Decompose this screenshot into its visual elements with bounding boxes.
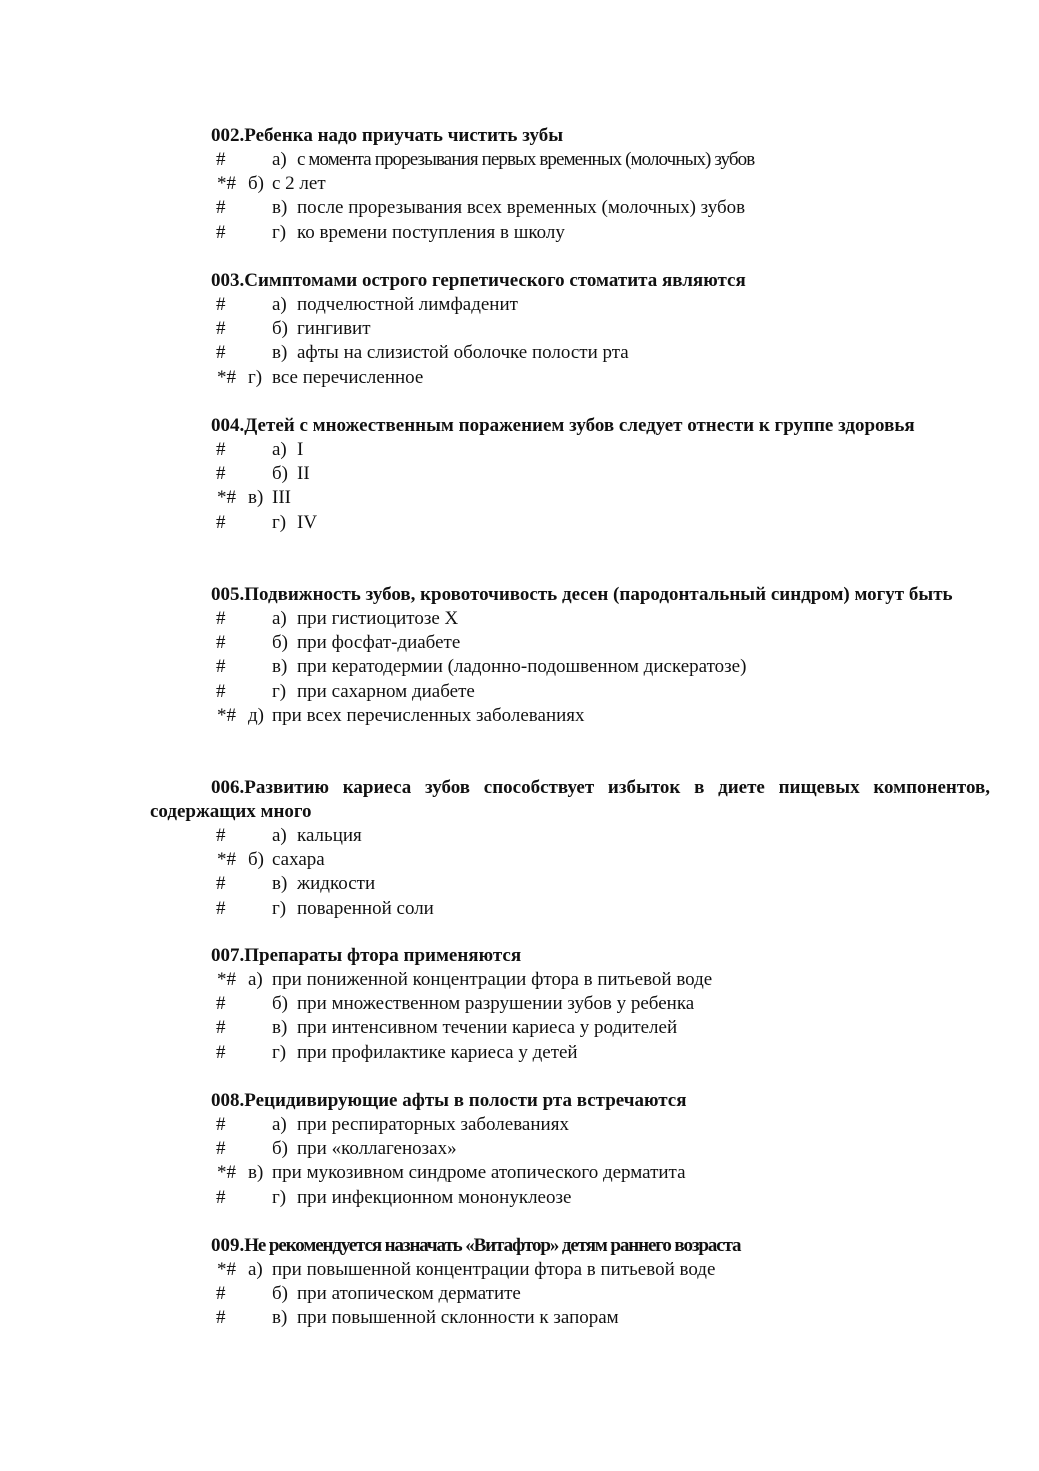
- option-text: при повышенной склонности к запорам: [297, 1307, 619, 1329]
- option-text: ко времени поступления в школу: [297, 221, 565, 243]
- answer-option: [150, 1137, 990, 1161]
- option-text: при респираторных заболеваниях: [297, 1114, 569, 1135]
- option-mark: #: [216, 1307, 226, 1329]
- option-mark: #: [216, 318, 226, 340]
- answer-option: [150, 148, 990, 172]
- question-number: 004.: [211, 415, 245, 436]
- answer-option: [150, 511, 990, 535]
- option-letter: г): [272, 680, 287, 702]
- option-letter: в): [272, 1017, 288, 1039]
- option-text: при «коллагенозах»: [297, 1138, 457, 1160]
- option-letter: г): [272, 511, 287, 533]
- option-letter: а): [272, 825, 287, 846]
- option-mark: #: [216, 342, 226, 364]
- option-letter: г): [272, 897, 287, 919]
- option-letter: в): [272, 656, 288, 678]
- option-letter: б): [248, 173, 264, 195]
- option-letter: б): [272, 1283, 288, 1305]
- option-text: афты на слизистой оболочке полости рта: [297, 342, 629, 364]
- answer-option: [150, 607, 990, 631]
- option-letter: б): [272, 318, 288, 340]
- option-text: при повышенной концентрации фтора в питьевой воде: [272, 1259, 716, 1280]
- option-letter: г): [272, 1041, 287, 1063]
- option-letter: в): [272, 342, 288, 364]
- option-text: поваренной соли: [297, 897, 434, 919]
- option-text: при интенсивном течении кариеса у родителей: [297, 1017, 678, 1039]
- question-006: [150, 776, 990, 921]
- answer-option: [150, 1282, 990, 1306]
- option-text: II: [297, 463, 310, 485]
- option-mark: #: [216, 1283, 226, 1305]
- option-text: при профилактике кариеса у детей: [297, 1041, 578, 1063]
- question-number: 006.: [211, 777, 245, 798]
- answer-option-correct: [150, 1258, 990, 1282]
- option-text: III: [272, 487, 291, 509]
- option-mark: #: [216, 149, 226, 170]
- question-text: Не рекомендуется назначать «Витафтор» детям раннего возраста: [244, 1235, 741, 1256]
- option-mark: *#: [217, 849, 236, 871]
- question-003: [150, 269, 990, 390]
- option-letter: б): [272, 1138, 288, 1160]
- option-letter: в): [248, 1162, 264, 1184]
- option-mark: *#: [217, 366, 236, 388]
- question-text: Подвижность зубов, кровоточивость десен (пародонтальный синдром) могут быть: [244, 584, 953, 605]
- question-title: [150, 414, 990, 438]
- option-mark: #: [216, 463, 226, 485]
- option-mark: #: [216, 1041, 226, 1063]
- option-text: с момента прорезывания первых временных (молочных) зубов: [297, 149, 755, 170]
- option-letter: г): [272, 1186, 287, 1208]
- question-002: [150, 124, 990, 245]
- option-mark: #: [216, 873, 226, 895]
- question-009: [150, 1234, 990, 1331]
- answer-option: [150, 680, 990, 704]
- option-text: при фосфат-диабете: [297, 632, 461, 654]
- answer-option: [150, 631, 990, 655]
- option-letter: а): [248, 969, 263, 990]
- option-text: при кератодермии (ладонно-подошвенном дискератозе): [297, 656, 747, 678]
- option-letter: в): [248, 487, 264, 509]
- question-text: Развитию кариеса зубов способствует избыток в диете пищевых компонентов, содержащих много: [150, 777, 990, 822]
- option-mark: *#: [217, 487, 236, 509]
- question-title: [150, 944, 990, 968]
- question-005: [150, 583, 990, 728]
- option-mark: #: [216, 632, 226, 654]
- answer-option-correct: [150, 848, 990, 872]
- option-text: с 2 лет: [272, 173, 326, 195]
- question-text: Детей с множественным поражением зубов следует отнести к группе здоровья: [244, 415, 915, 436]
- option-text: подчелюстной лимфаденит: [297, 294, 518, 315]
- option-text: IV: [297, 511, 318, 533]
- question-title: [150, 583, 990, 607]
- answer-option: [150, 992, 990, 1016]
- answer-option-correct: [150, 704, 990, 728]
- option-text: при гистиоцитозе X: [297, 608, 459, 629]
- question-number: 009.: [211, 1235, 245, 1256]
- question-008: [150, 1089, 990, 1210]
- option-text: после прорезывания всех временных (молочных) зубов: [297, 197, 746, 219]
- question-title: [150, 1089, 990, 1113]
- option-letter: б): [248, 849, 264, 871]
- question-title: [150, 1234, 990, 1258]
- question-004: [150, 414, 990, 535]
- option-mark: #: [216, 993, 226, 1015]
- option-mark: #: [216, 1114, 226, 1135]
- option-mark: #: [216, 197, 226, 219]
- answer-option: [150, 1306, 990, 1330]
- answer-option: [150, 897, 990, 921]
- answer-option-correct: [150, 968, 990, 992]
- answer-option: [150, 196, 990, 220]
- question-number: 007.: [211, 945, 245, 966]
- option-mark: *#: [217, 704, 236, 726]
- option-mark: #: [216, 1017, 226, 1039]
- answer-option: [150, 438, 990, 462]
- option-mark: *#: [217, 1162, 236, 1184]
- answer-option: [150, 872, 990, 896]
- option-letter: б): [272, 993, 288, 1015]
- option-letter: в): [272, 1307, 288, 1329]
- question-title: [150, 124, 990, 148]
- option-mark: *#: [217, 969, 236, 990]
- option-text: кальция: [297, 825, 362, 846]
- option-mark: #: [216, 608, 226, 629]
- question-text: Симптомами острого герпетического стоматита являются: [244, 270, 746, 291]
- option-mark: *#: [217, 173, 236, 195]
- option-mark: #: [216, 1186, 226, 1208]
- question-number: 005.: [211, 584, 245, 605]
- option-letter: а): [272, 1114, 287, 1135]
- option-letter: б): [272, 632, 288, 654]
- option-letter: в): [272, 197, 288, 219]
- question-title: [150, 269, 990, 293]
- option-text: при атопическом дерматите: [297, 1283, 521, 1305]
- option-letter: а): [272, 294, 287, 315]
- option-letter: а): [272, 149, 287, 170]
- answer-option: [150, 824, 990, 848]
- option-mark: #: [216, 511, 226, 533]
- question-number: 002.: [211, 125, 245, 146]
- answer-option: [150, 1041, 990, 1065]
- option-letter: а): [248, 1259, 263, 1280]
- option-text: все перечисленное: [272, 366, 424, 388]
- option-text: гингивит: [297, 318, 371, 340]
- option-mark: #: [216, 825, 226, 846]
- option-mark: #: [216, 680, 226, 702]
- option-text: при всех перечисленных заболеваниях: [272, 704, 585, 726]
- option-text: при множественном разрушении зубов у ребенка: [297, 993, 695, 1015]
- option-letter: б): [272, 463, 288, 485]
- question-number: 003.: [211, 270, 245, 291]
- question-text: Рецидивирующие афты в полости рта встречаются: [244, 1090, 687, 1111]
- option-mark: #: [216, 1138, 226, 1160]
- answer-option: [150, 462, 990, 486]
- answer-option: [150, 655, 990, 679]
- option-mark: #: [216, 221, 226, 243]
- option-text: при мукозивном синдроме атопического дерматита: [272, 1162, 686, 1184]
- answer-option: [150, 341, 990, 365]
- option-mark: #: [216, 294, 226, 315]
- option-text: при пониженной концентрации фтора в питьевой воде: [272, 969, 713, 990]
- option-letter: г): [272, 221, 287, 243]
- option-mark: #: [216, 656, 226, 678]
- question-title: [150, 776, 990, 824]
- question-text: Ребенка надо приучать чистить зубы: [244, 125, 564, 146]
- option-text: при сахарном диабете: [297, 680, 475, 702]
- option-mark: *#: [217, 1259, 236, 1280]
- question-text: Препараты фтора применяются: [244, 945, 522, 966]
- option-text: сахара: [272, 849, 325, 871]
- option-letter: г): [248, 366, 263, 388]
- answer-option: [150, 293, 990, 317]
- option-letter: а): [272, 608, 287, 629]
- option-mark: #: [216, 897, 226, 919]
- option-text: I: [297, 439, 304, 460]
- answer-option: [150, 1113, 990, 1137]
- question-number: 008.: [211, 1090, 245, 1111]
- option-letter: а): [272, 439, 287, 460]
- answer-option: [150, 1186, 990, 1210]
- answer-option: [150, 317, 990, 341]
- option-mark: #: [216, 439, 226, 460]
- option-letter: д): [248, 704, 264, 726]
- question-007: [150, 944, 990, 1065]
- option-text: жидкости: [297, 873, 376, 895]
- option-text: при инфекционном мононуклеозе: [297, 1186, 572, 1208]
- answer-option-correct: [150, 366, 990, 390]
- answer-option: [150, 1016, 990, 1040]
- option-letter: в): [272, 873, 288, 895]
- answer-option-correct: [150, 486, 990, 510]
- answer-option-correct: [150, 1161, 990, 1185]
- answer-option-correct: [150, 172, 990, 196]
- answer-option: [150, 221, 990, 245]
